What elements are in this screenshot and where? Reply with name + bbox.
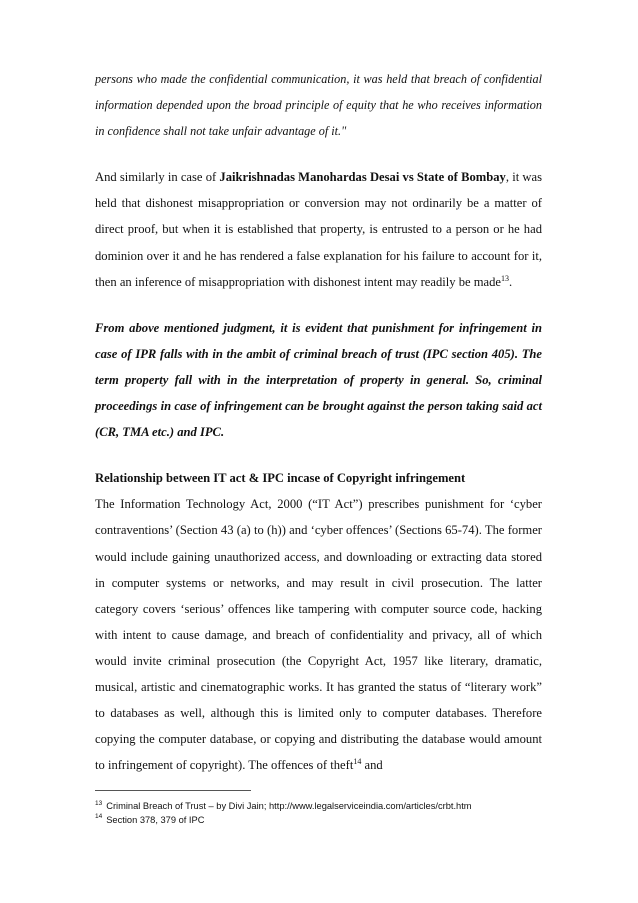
footnote-text: Criminal Breach of Trust – by Divi Jain; http://www.legalserviceindia.com/articles/crbt.htm [106,801,472,811]
footnote-13 [95,800,565,814]
footnote-ref-13[interactable]: 13 [501,273,510,283]
document-page [95,66,542,778]
spacer [95,295,542,315]
case-paragraph [95,164,542,294]
case-end-text: . [509,274,513,289]
spacer [95,445,542,465]
case-body-text: , it was held that dishonest misappropriation or conversion may not ordinarily be a matter of direct proof, but when it is established that property, is entrusted to a person or he had dominion over it and he has rendered a false explanation for his failure to account for it, then an inference of misappropriation with dishonest intent may readily be made [95,170,542,289]
case-name: Jaikrishnadas Manohardas Desai vs State of Bombay [219,170,506,185]
footnote-ref-14[interactable]: 14 [353,757,362,767]
section-body-paragraph [95,491,542,778]
footnotes [95,800,565,827]
section-body-text: The Information Technology Act, 2000 (“IT Act”) prescribes punishment for ‘cyber contraventions’ (Section 43 (a) to (h)) and ‘cyber offences’ (Sections 65-74). The former would include gaining unauthorized access, and downloading or extracting data stored in computer systems or networks, and may result in civil prosecution. The latter category covers ‘serious’ offences like tampering with computer source code, hacking with intent to cause damage, and breach of confidentiality and privacy, all of which would invite criminal prosecution (the Copyright Act, 1957 like literary, dramatic, musical, artistic and cinematographic works. It has granted the status of “literary work” to databases as well, although this is limited only to computer databases. Therefore copying the computer database, or copying and distributing the database would amount to infringement of copyright). The offences of theft [95,497,542,773]
footnote-divider [95,790,251,791]
spacer [95,144,542,164]
conclusion-paragraph: From above mentioned judgment, it is evident that punishment for infringement in case of IPR falls with in the ambit of criminal breach of trust (IPC section 405). The term property fall with in the interpretation of property in general. So, criminal proceedings in case of infringement can be brought against the person taking said act (CR, TMA etc.) and IPC. [95,320,542,440]
footnote-number: 14 [95,813,103,821]
quote-paragraph: persons who made the confidential communication, it was held that breach of confidential information depended upon the broad principle of equity that he who receives information in confidence shall not take unfair advantage of it." [95,72,542,139]
case-lead-text: And similarly in case of [95,170,220,185]
footnote-number: 13 [95,799,103,807]
section-tail-text: and [361,758,383,773]
footnote-14 [95,814,565,828]
footnote-text: Section 378, 379 of IPC [106,814,205,825]
section-heading: Relationship between IT act & IPC incase of Copyright infringement [95,471,466,486]
